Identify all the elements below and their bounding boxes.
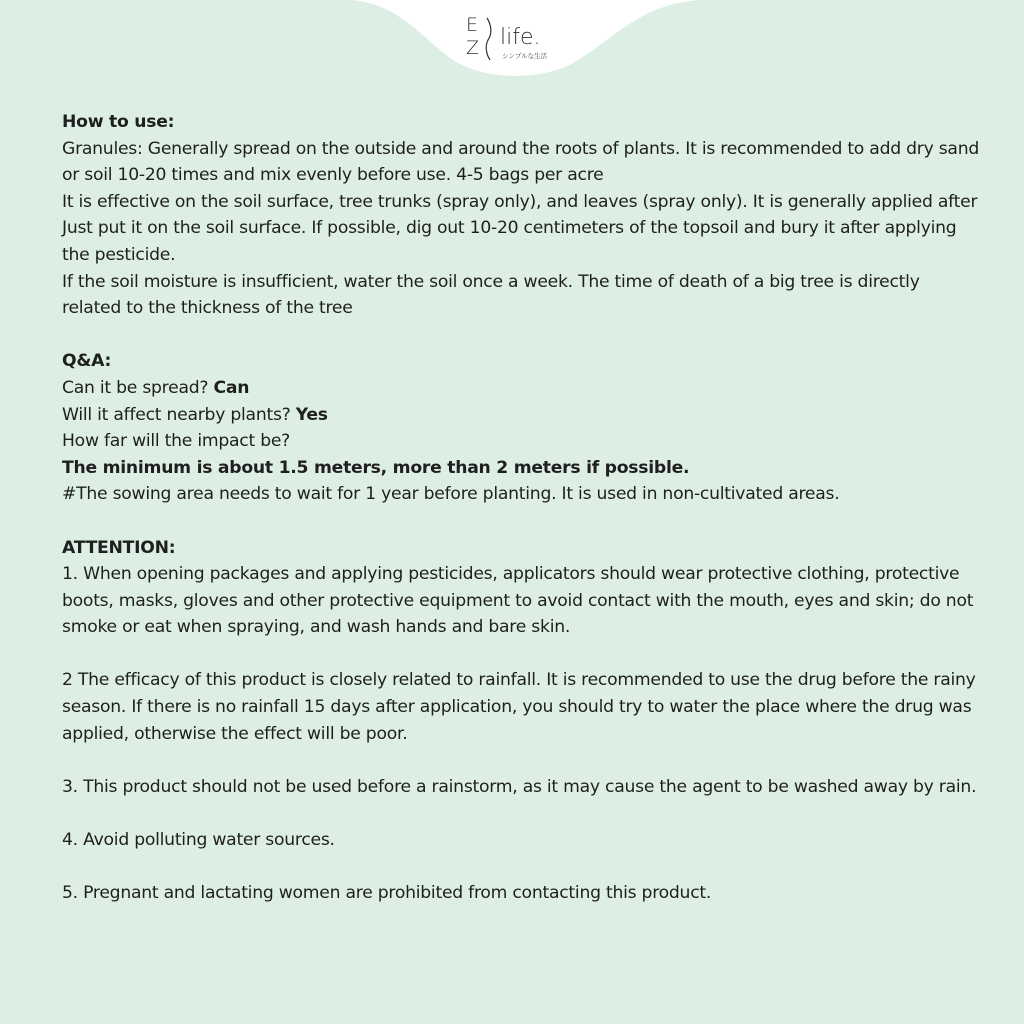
how-to-use-line: It is effective on the soil surface, tree trunks (spray only), and leaves (spray only). It is generally applied after	[62, 191, 978, 212]
attention-item: 4. Avoid polluting water sources.	[62, 830, 335, 851]
qa-question: Can it be spread?	[62, 377, 209, 398]
qa-note: #The sowing area needs to wait for 1 year before planting. It is used in non-cultivated areas.	[62, 484, 840, 505]
qa-answer: The minimum is about 1.5 meters, more than 2 meters if possible.	[62, 457, 690, 478]
qa-line	[62, 402, 982, 429]
logo-tagline: シンプルな生活	[502, 52, 548, 60]
qa-answer: Can	[213, 377, 250, 398]
how-to-use-line: If the soil moisture is insufficient, water the soil once a week. The time of death of a big tree is directly related to the thickness of the tree	[62, 271, 920, 319]
qa-line	[62, 375, 982, 402]
how-to-use-line: Just put it on the soil surface. If possible, dig out 10-20 centimeters of the topsoil and bury it after applying the pesticide.	[62, 218, 957, 265]
how-to-use-line: Granules: Generally spread on the outside and around the roots of plants. It is recommended to add dry sand or soil 10-20 times and mix evenly before use. 4-5 bags per acre	[62, 138, 980, 186]
attention-item: 1. When opening packages and applying pesticides, applicators should wear protective clothing, protective boots, masks, gloves and other protective equipment to avoid contact with the mouth, eyes and skin; do not smoke or eat when spraying, and wash hands and bare skin.	[62, 564, 974, 638]
logo-wordmark: life.	[500, 25, 541, 50]
instructions-text	[62, 109, 982, 907]
how-to-use-heading: How to use:	[62, 112, 175, 132]
ez-life-logo	[462, 14, 572, 70]
qa-question: Will it affect nearby plants?	[62, 404, 291, 425]
qa-heading: Q&A:	[62, 351, 112, 372]
qa-question: How far will the impact be?	[62, 431, 291, 452]
logo-slash-mark	[484, 16, 494, 62]
qa-answer: Yes	[295, 404, 328, 425]
attention-item: 3. This product should not be used before a rainstorm, as it may cause the agent to be washed away by rain.	[62, 776, 977, 797]
attention-item: 2 The efficacy of this product is closely related to rainfall. It is recommended to use the drug before the rainy season. If there is no rainfall 15 days after application, you should try to water the place where the drug was applied, otherwise the effect will be poor.	[62, 670, 976, 744]
attention-heading: ATTENTION:	[62, 537, 176, 558]
logo-ez-monogram: E Z	[466, 14, 480, 59]
attention-item: 5. Pregnant and lactating women are prohibited from contacting this product.	[62, 883, 712, 904]
